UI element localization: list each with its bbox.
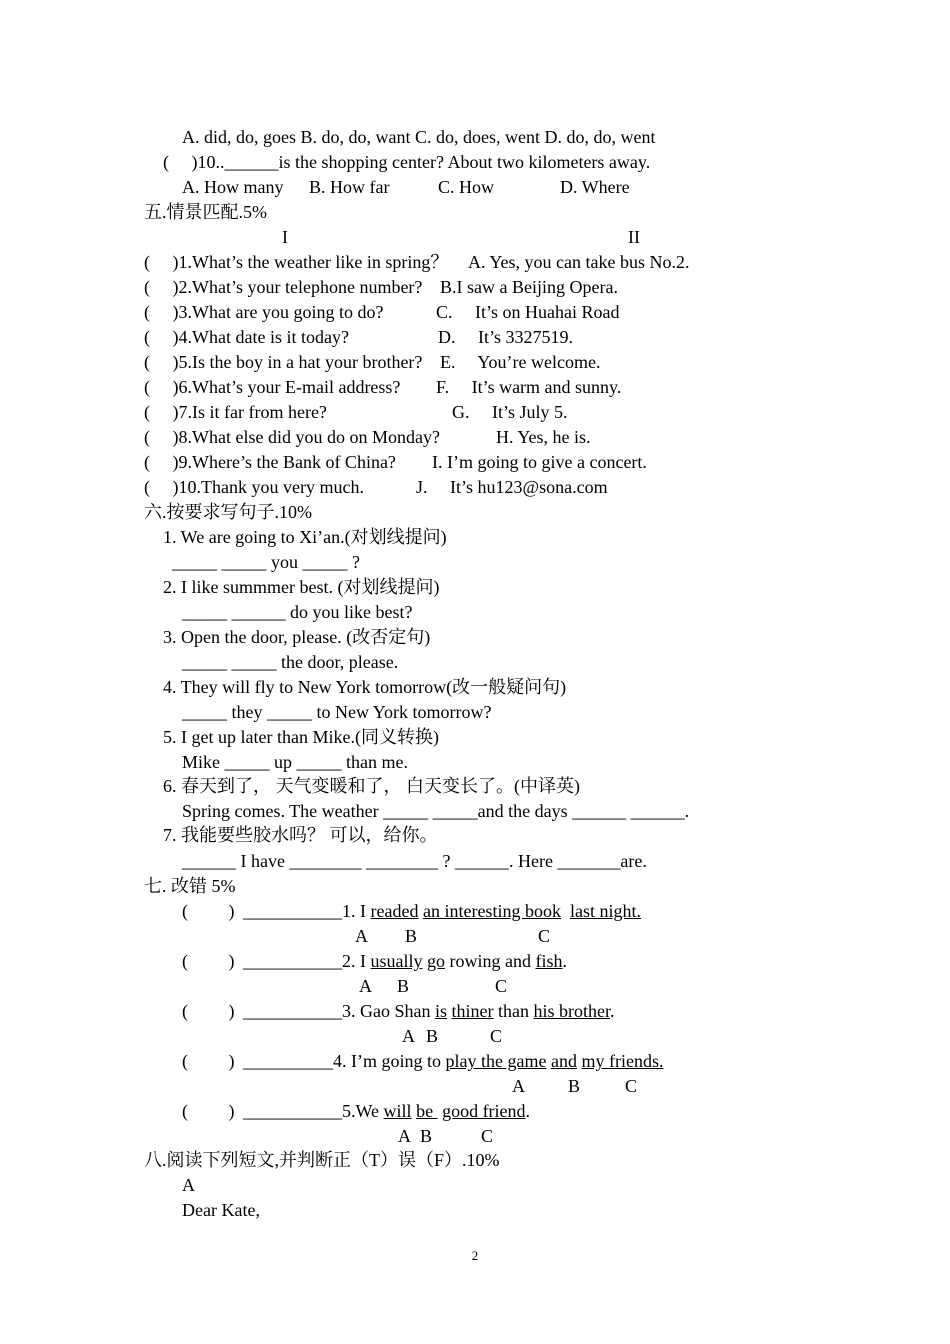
rewrite-answer-5: Mike _____ up _____ than me. bbox=[182, 752, 408, 772]
letter-b: B bbox=[568, 1076, 581, 1096]
rewrite-prompt-2: 2. I like summmer best. (对划线提问) bbox=[163, 577, 440, 597]
correction-blank: ___________ bbox=[243, 951, 342, 971]
section5-title: 五.情景匹配.5% bbox=[144, 202, 267, 222]
correction-number: 3. Gao Shan bbox=[342, 1001, 435, 1021]
passage-label: A bbox=[182, 1175, 195, 1195]
correction-number: 5.We bbox=[342, 1101, 384, 1121]
match-answer-i: I. I’m going to give a concert. bbox=[432, 452, 647, 472]
error-part-a: usually bbox=[370, 951, 423, 971]
match-question-1: ( )1.What’s the weather like in spring？ bbox=[144, 252, 449, 272]
error-part-a: will bbox=[383, 1101, 412, 1121]
error-part-a: play the game bbox=[445, 1051, 547, 1071]
correction-number: 1. I bbox=[342, 901, 371, 921]
match-answer-g: G. It’s July 5. bbox=[452, 402, 568, 422]
q9-options: A. did, do, goes B. do, do, want C. do, does, went D. do, do, went bbox=[182, 127, 656, 147]
correction-blank: ___________ bbox=[243, 1101, 342, 1121]
rewrite-answer-4: _____ they _____ to New York tomorrow? bbox=[182, 702, 492, 722]
q10-option-d: D. Where bbox=[560, 177, 630, 197]
page-number: 2 bbox=[471, 1248, 479, 1263]
match-question-5: ( )5.Is the boy in a hat your brother? bbox=[144, 352, 423, 372]
match-answer-d: D. It’s 3327519. bbox=[438, 327, 573, 347]
error-part-b: be bbox=[416, 1101, 438, 1121]
match-answer-a: A. Yes, you can take bus No.2. bbox=[468, 252, 690, 272]
correction-item-4 bbox=[243, 1050, 663, 1072]
correction-item-5: ___________5.We will be good friend. bbox=[243, 1101, 531, 1121]
letter-c: C bbox=[490, 1026, 503, 1046]
letter-a: A bbox=[398, 1126, 411, 1146]
column-i-heading: I bbox=[282, 227, 288, 247]
letter-a: A bbox=[355, 926, 368, 946]
correction-blank: ___________ bbox=[243, 1001, 342, 1021]
rewrite-prompt-6: 6. 春天到了， 天气变暖和了， 白天变长了。(中译英) bbox=[163, 776, 580, 796]
letter-c: C bbox=[625, 1076, 638, 1096]
match-question-4: ( )4.What date is it today? bbox=[144, 327, 349, 347]
match-question-8: ( )8.What else did you do on Monday? bbox=[144, 427, 440, 447]
error-part-b: an interesting book bbox=[422, 901, 561, 921]
letter-b: B bbox=[420, 1126, 433, 1146]
correction-item-2: ___________2. I usually go rowing and fish. bbox=[243, 951, 567, 971]
error-part-c: my friends. bbox=[581, 1051, 664, 1071]
letter-a: A bbox=[402, 1026, 415, 1046]
match-question-10: ( )10.Thank you very much. bbox=[144, 477, 364, 497]
rewrite-prompt-3: 3. Open the door, please. (改否定句) bbox=[163, 627, 431, 647]
error-part-c: his brother bbox=[533, 1001, 611, 1021]
match-answer-h: H. Yes, he is. bbox=[496, 427, 591, 447]
correction-blank: ___________ bbox=[243, 901, 342, 921]
letter-b: B bbox=[397, 976, 410, 996]
letter-c: C bbox=[538, 926, 551, 946]
rewrite-answer-1: _____ _____ you _____ ? bbox=[172, 552, 360, 572]
correction-item-1 bbox=[243, 900, 641, 922]
rewrite-answer-2: _____ ______ do you like best? bbox=[182, 602, 413, 622]
error-part-c: good friend bbox=[442, 1101, 526, 1121]
rewrite-prompt-1: 1. We are going to Xi’an.(对划线提问) bbox=[163, 527, 447, 547]
question-10: ( )10..______is the shopping center? About two kilometers away. bbox=[163, 152, 651, 172]
section6-title: 六.按要求写句子.10% bbox=[144, 502, 312, 522]
correction-bracket-5: ( ) bbox=[182, 1101, 235, 1121]
correction-bracket-3: ( ) bbox=[182, 1001, 235, 1021]
correction-number: 4. I’m going to bbox=[333, 1051, 446, 1071]
correction-number: 2. I bbox=[342, 951, 371, 971]
correction-bracket-2: ( ) bbox=[182, 951, 235, 971]
correction-bracket-1: ( ) bbox=[182, 901, 235, 921]
column-ii-heading: II bbox=[628, 227, 640, 247]
error-part-b: go bbox=[427, 951, 445, 971]
match-answer-f: F. It’s warm and sunny. bbox=[436, 377, 622, 397]
error-part-c: fish bbox=[535, 951, 563, 971]
match-answer-e: E. You’re welcome. bbox=[440, 352, 601, 372]
error-part-a: readed bbox=[370, 901, 419, 921]
match-question-7: ( )7.Is it far from here? bbox=[144, 402, 327, 422]
rewrite-prompt-4: 4. They will fly to New York tomorrow(改一般疑问句) bbox=[163, 677, 567, 697]
correction-blank: __________ bbox=[243, 1051, 333, 1071]
error-part-c: last night. bbox=[569, 901, 641, 921]
letter-a: A bbox=[359, 976, 372, 996]
match-answer-j: J. It’s hu123@sona.com bbox=[416, 477, 608, 497]
rewrite-answer-6: Spring comes. The weather _____ _____and the days ______ ______. bbox=[182, 801, 690, 821]
letter-c: C bbox=[495, 976, 508, 996]
match-question-6: ( )6.What’s your E-mail address? bbox=[144, 377, 401, 397]
letter-c: C bbox=[481, 1126, 494, 1146]
q10-option-b: B. How far bbox=[309, 177, 390, 197]
error-part-a: is bbox=[435, 1001, 448, 1021]
correction-bracket-4: ( ) bbox=[182, 1051, 235, 1071]
correction-item-3: ___________3. Gao Shan is thiner than his brother. bbox=[243, 1001, 615, 1021]
section8-title: 八.阅读下列短文,并判断正（T）误（F）.10% bbox=[144, 1150, 500, 1170]
letter-b: B bbox=[405, 926, 418, 946]
match-answer-c: C. It’s on Huahai Road bbox=[436, 302, 620, 322]
error-part-b: and bbox=[550, 1051, 577, 1071]
match-answer-b: B.I saw a Beijing Opera. bbox=[440, 277, 618, 297]
error-part-b: thiner bbox=[451, 1001, 494, 1021]
letter-greeting: Dear Kate, bbox=[182, 1200, 260, 1220]
match-question-9: ( )9.Where’s the Bank of China? bbox=[144, 452, 396, 472]
letter-a: A bbox=[512, 1076, 525, 1096]
q10-option-a: A. How many bbox=[182, 177, 284, 197]
rewrite-answer-3: _____ _____ the door, please. bbox=[182, 652, 399, 672]
rewrite-answer-7: ______ I have ________ ________ ? ______. Here _______are. bbox=[182, 851, 647, 871]
letter-b: B bbox=[426, 1026, 439, 1046]
section7-title: 七. 改错 5% bbox=[144, 876, 236, 896]
q10-option-c: C. How bbox=[438, 177, 495, 197]
rewrite-prompt-5: 5. I get up later than Mike.(同义转换) bbox=[163, 727, 439, 747]
match-question-3: ( )3.What are you going to do? bbox=[144, 302, 384, 322]
match-question-2: ( )2.What’s your telephone number? bbox=[144, 277, 423, 297]
rewrite-prompt-7: 7. 我能要些胶水吗？ 可以，给你。 bbox=[163, 825, 438, 845]
